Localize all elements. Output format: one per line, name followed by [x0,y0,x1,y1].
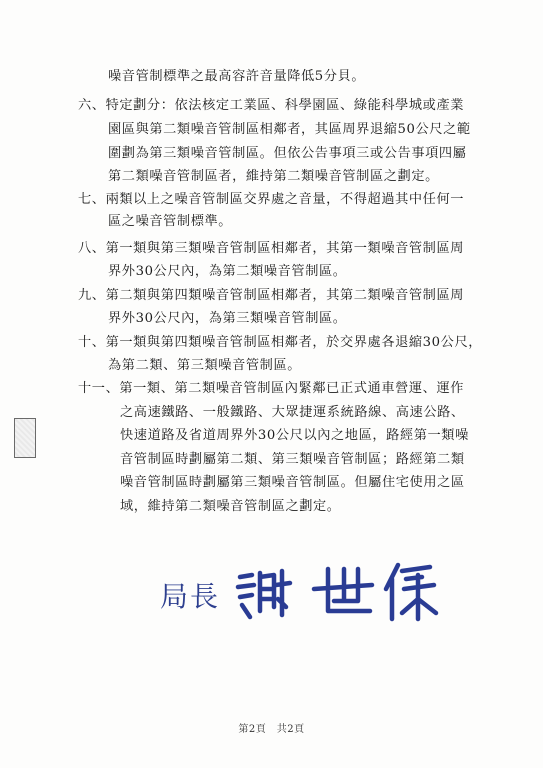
text-line: 噪音管制區時劃屬第三類噪音管制區。但屬住宅使用之區 [120,475,465,490]
text-line: 界外30公尺內，為第三類噪音管制區。 [108,311,347,326]
clause-10-line: 十、第一類與第四類噪音管制區相鄰者，於交界處各退縮30公尺， [78,335,483,350]
clause-11-line: 十一、第一類、第二類噪音管制區內緊鄰已正式通車營運、運作 [78,381,465,396]
signature-title: 局長 [160,580,221,613]
text-line: 第二類噪音管制區者，維持第二類噪音管制區之劃定。 [108,169,439,184]
handwritten-signature [230,555,440,625]
text-line: 域，維持第二類噪音管制區之劃定。 [120,499,341,514]
clause-7-line: 七、兩類以上之噪音管制區交界處之音量，不得超過其中任何一 [78,192,465,207]
binding-seal-stamp [14,418,36,458]
text-line: 園區與第二類噪音管制區相鄰者，其區周界退縮50公尺之範 [108,122,471,137]
page-footer: 第2頁 共2頁 [238,724,305,735]
text-line: 圍劃為第三類噪音管制區。但依公告事項三或公告事項四屬 [108,146,467,161]
text-line: 區之噪音管制標準。 [108,214,233,229]
clause-9-line: 九、第二類與第四類噪音管制區相鄰者，其第二類噪音管制區周 [78,288,465,303]
clause-6-line: 六、特定劃分：依法核定工業區、科學園區、綠能科學城或產業 [78,98,465,113]
text-line: 快速道路及省道周界外30公尺以內之地區，路經第一類噪 [120,428,469,443]
signature-block [160,555,440,625]
text-line: 之高速鐵路、一般鐵路、大眾捷運系統路線、高速公路、 [120,405,465,420]
text-line: 噪音管制標準之最高容許音量降低5分貝。 [108,69,366,84]
text-line: 界外30公尺內，為第二類噪音管制區。 [108,264,347,279]
text-line: 音管制區時劃屬第二類、第三類噪音管制區；路經第二類 [120,452,465,467]
text-line: 為第二類、第三類噪音管制區。 [108,358,302,373]
clause-8-line: 八、第一類與第三類噪音管制區相鄰者，其第一類噪音管制區周 [78,241,465,256]
